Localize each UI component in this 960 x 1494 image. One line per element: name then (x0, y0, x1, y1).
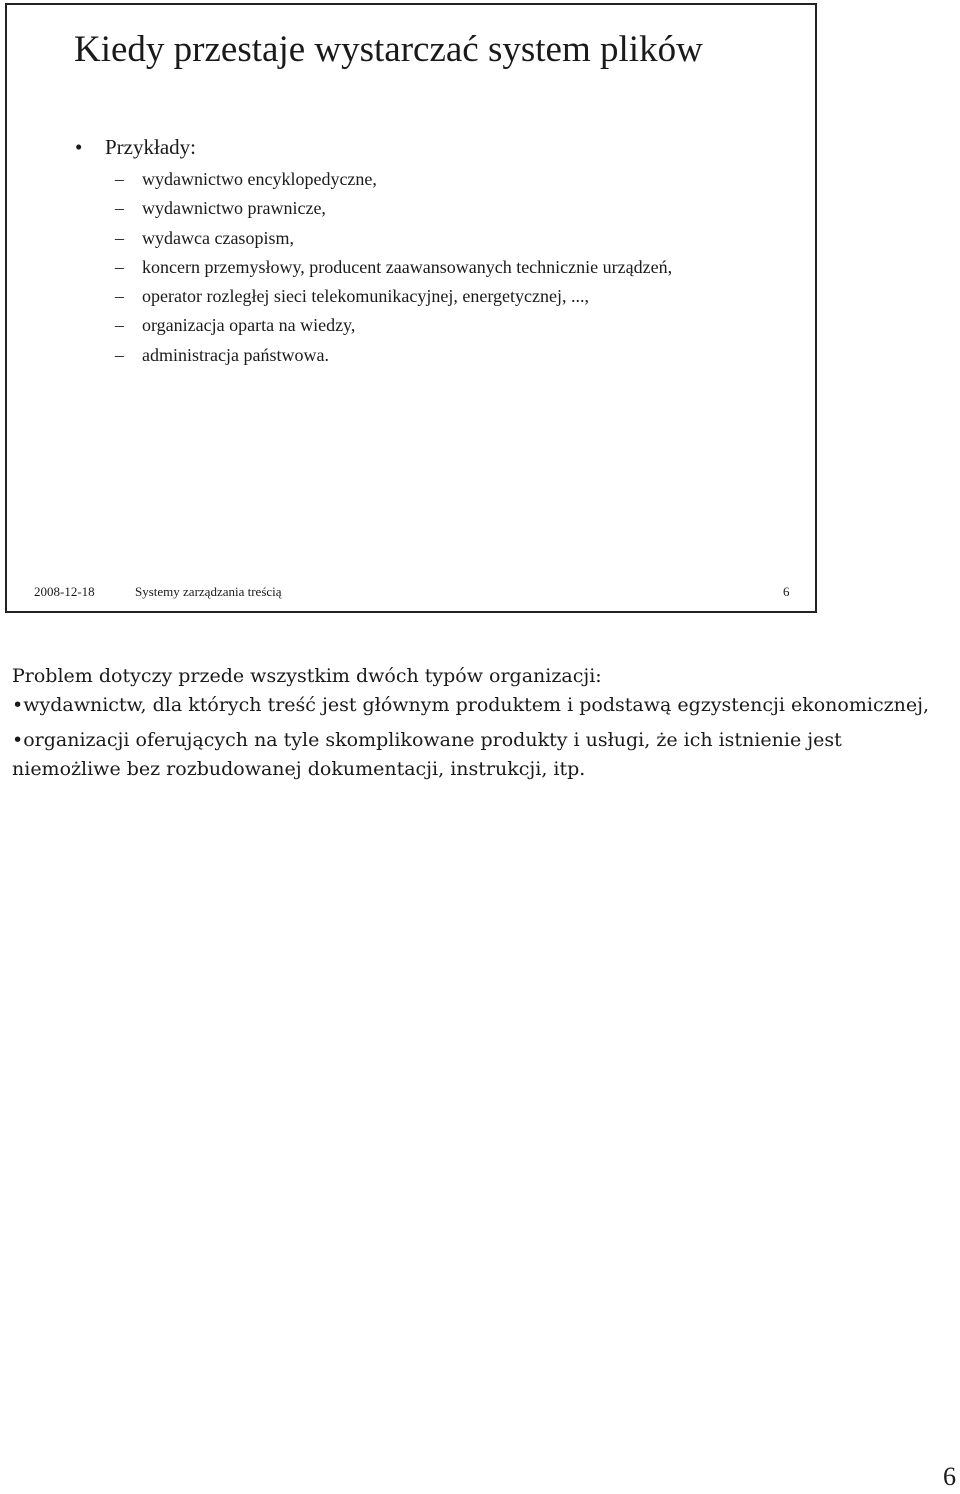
list-item-text: organizacja oparta na wiedzy, (142, 315, 356, 336)
dash-marker: – (115, 315, 124, 336)
notes-intro: Problem dotyczy przede wszystkim dwóch typów organizacji: (12, 665, 602, 687)
bullet-dot: • (75, 135, 83, 159)
dash-marker: – (115, 344, 124, 365)
list-item (115, 253, 672, 282)
list-item-text: administracja państwowa. (142, 344, 329, 365)
list-item-text: koncern przemysłowy, producent zaawansowanych technicznie urządzeń, (142, 256, 673, 277)
dash-marker: – (115, 227, 124, 248)
list-item (115, 311, 672, 340)
list-item (115, 224, 672, 253)
notes-item: •wydawnictw, dla których treść jest głównym produktem i podstawą egzystencji ekonomicznej, (12, 694, 930, 716)
dash-marker: – (115, 286, 124, 307)
page-number: 6 (943, 1462, 956, 1491)
footer-title: Systemy zarządzania treścią (135, 584, 282, 599)
dash-marker: – (115, 256, 124, 277)
list-item-text: wydawnictwo prawnicze, (142, 198, 326, 219)
list-item (115, 341, 672, 370)
slide-title: Kiedy przestaje wystarczać system plików (74, 29, 703, 70)
list-item (115, 194, 672, 223)
notes-item: •organizacji oferujących na tyle skomplikowane produkty i usługi, że ich istnienie jest niemożliwe bez rozbudowanej dokumentacji, instrukcji, itp. (12, 729, 842, 780)
list-item-text: operator rozległej sieci telekomunikacyjnej, energetycznej, ..., (142, 286, 589, 307)
main-bullet-text: Przykłady: (105, 135, 196, 159)
list-item (115, 165, 672, 194)
footer-date: 2008-12-18 (34, 584, 95, 599)
speaker-notes (12, 662, 942, 784)
main-bullet (75, 134, 196, 160)
footer-slide-number: 6 (783, 584, 790, 599)
sub-bullet-list (115, 165, 672, 370)
list-item-text: wydawnictwo encyklopedyczne, (142, 169, 377, 189)
list-item-text: wydawca czasopism, (142, 227, 294, 248)
dash-marker: – (115, 169, 124, 189)
list-item (115, 282, 672, 311)
dash-marker: – (115, 198, 124, 219)
slide-frame (5, 3, 817, 613)
